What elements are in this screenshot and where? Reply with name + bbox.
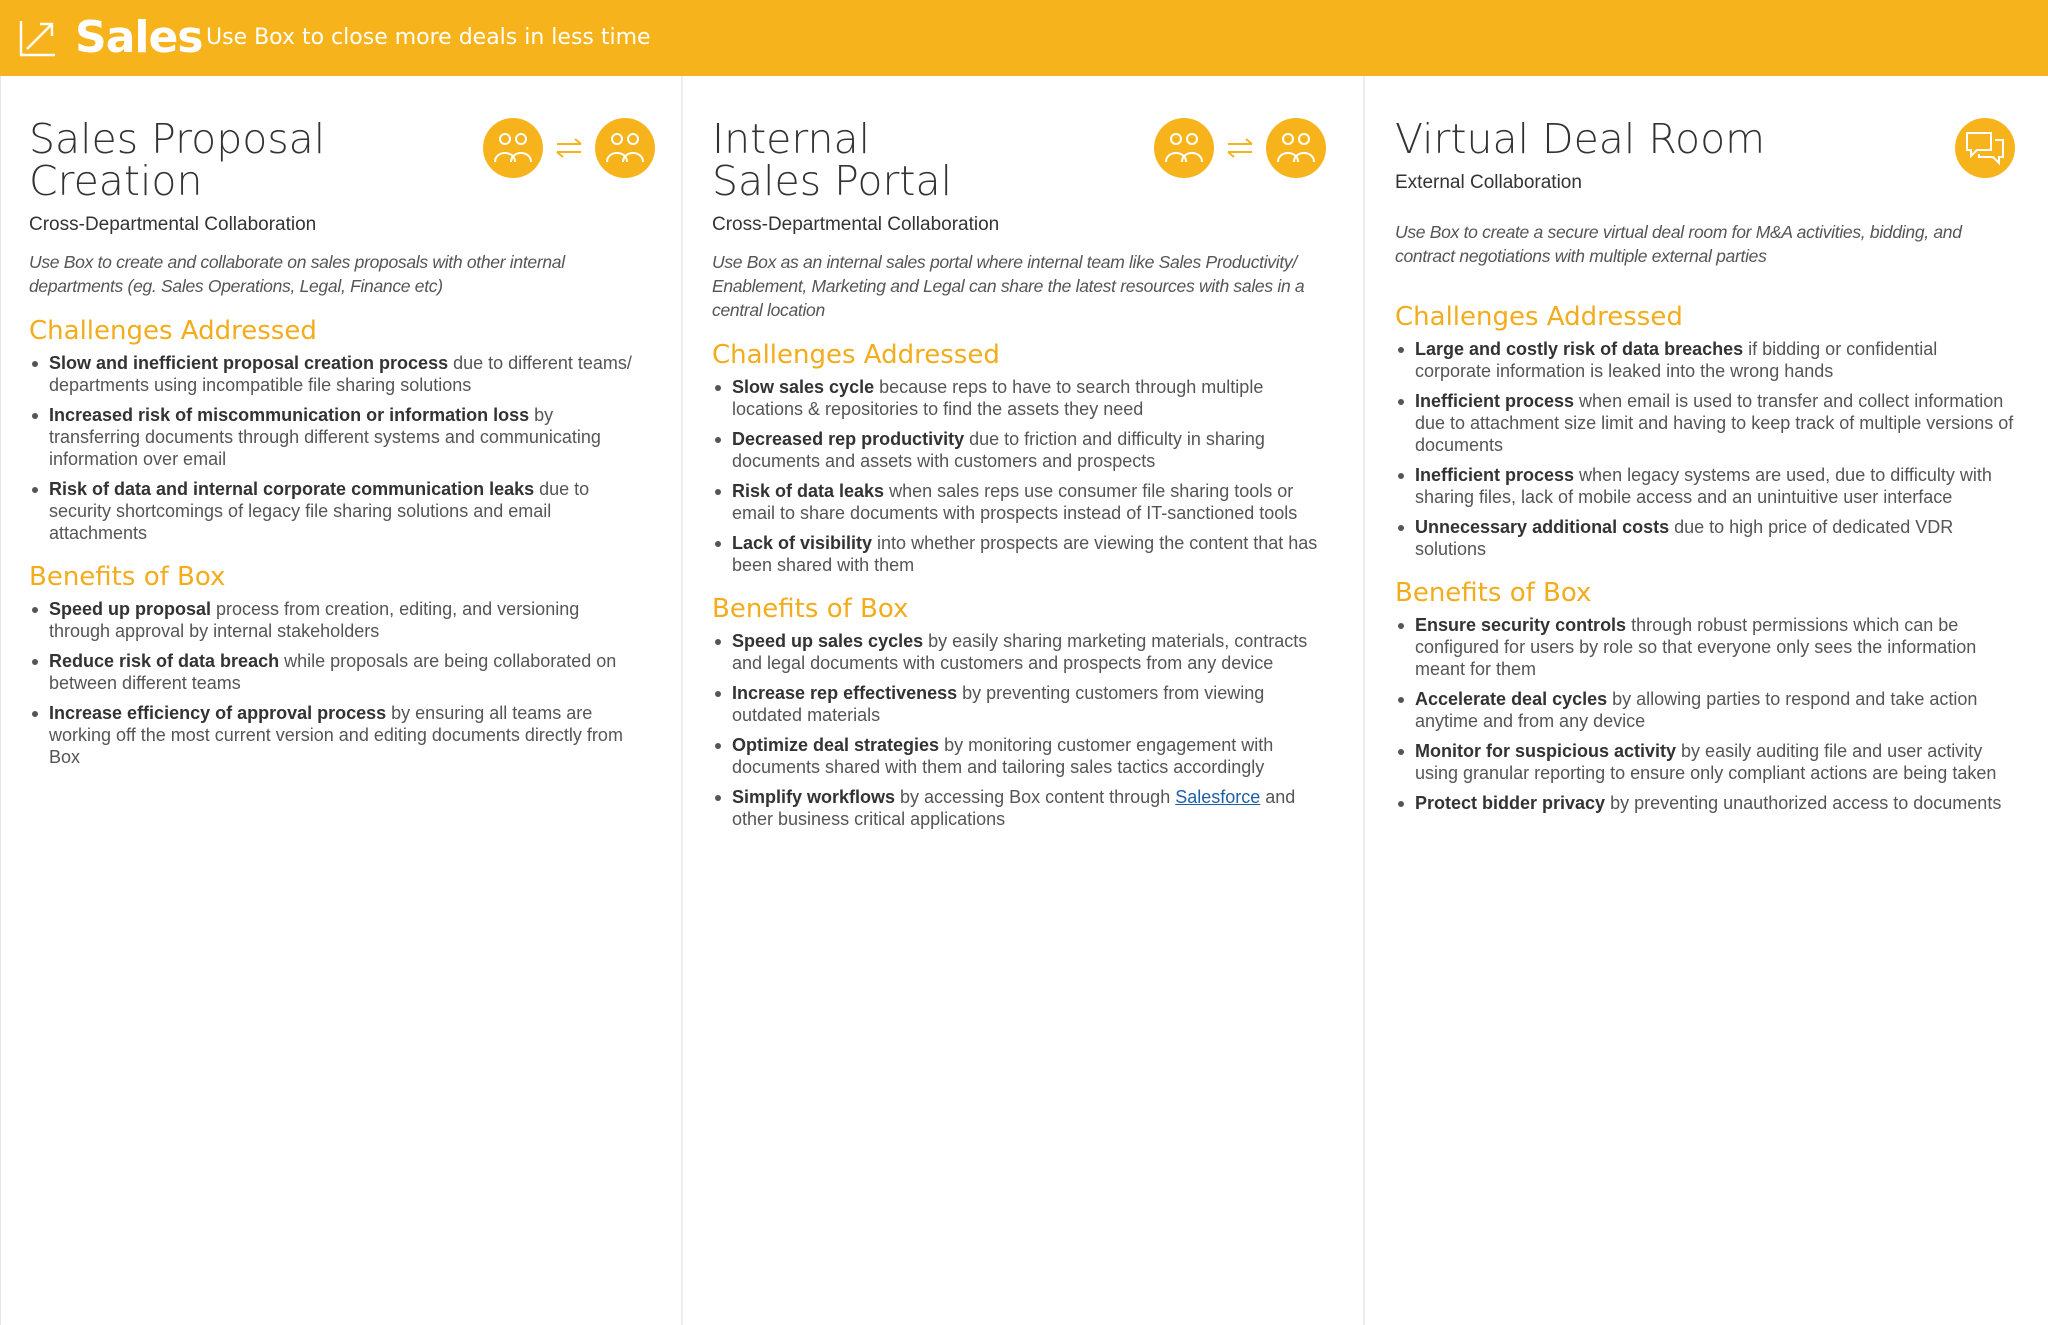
list-item xyxy=(712,682,1324,726)
item-text: and other business critical applications xyxy=(732,787,1296,829)
item-text: process from creation, editing, and versioning through approval by internal stakeholders xyxy=(49,599,580,641)
column-virtual-deal-room xyxy=(1395,76,2015,1325)
item-text: when sales reps use consumer file sharing tools or email to share documents with prospects instead of IT-sanctioned tools xyxy=(732,481,1298,523)
column-title: Sales Proposal Creation xyxy=(29,115,326,205)
page-header xyxy=(0,0,2048,76)
people-icon xyxy=(595,118,655,178)
list-item xyxy=(712,376,1324,420)
collab-icons xyxy=(483,118,655,178)
item-text: by transferring documents through different systems and communicating information over email xyxy=(49,405,601,469)
item-text: by preventing unauthorized access to documents xyxy=(1605,793,2002,813)
item-text: by easily auditing file and user activity using granular reporting to ensure only compliant actions are being taken xyxy=(1415,741,1997,783)
item-text: when legacy systems are used, due to difficulty with sharing files, lack of mobile access and an unintuitive user interface xyxy=(1415,465,1992,507)
benefits-heading: Benefits of Box xyxy=(29,562,226,592)
challenges-heading: Challenges Addressed xyxy=(1395,302,1683,332)
list-item xyxy=(29,478,641,544)
list-item xyxy=(712,786,1324,830)
benefits-heading: Benefits of Box xyxy=(712,594,909,624)
column-description: Use Box to create and collaborate on sales proposals with other internal departments (eg. Sales Operations, Legal, Finance etc) xyxy=(29,252,565,296)
column-description: Use Box as an internal sales portal where internal team like Sales Productivity/ Enablement, Marketing and Legal can share the latest resources with sales in a central location xyxy=(712,252,1305,320)
item-highlight: Ensure security controls xyxy=(1415,615,1627,635)
page-title: Sales xyxy=(75,12,203,63)
item-text: due to high price of dedicated VDR solutions xyxy=(1415,517,1954,559)
list-item xyxy=(1395,464,2015,508)
swap-arrows-icon xyxy=(1225,136,1255,160)
item-highlight: Inefficient process xyxy=(1415,465,1575,485)
page-subtitle: Use Box to close more deals in less time xyxy=(206,25,651,50)
collab-icons xyxy=(1955,118,2015,178)
item-text: while proposals are being collaborated on between different teams xyxy=(49,651,617,693)
benefits-list xyxy=(712,630,1324,830)
item-text: by allowing parties to respond and take action anytime and from any device xyxy=(1415,689,1978,731)
item-highlight: Reduce risk of data breach xyxy=(49,651,280,671)
list-item xyxy=(1395,792,2015,814)
item-text: because reps to have to search through multiple locations & repositories to find the assets they need xyxy=(732,377,1264,419)
list-item xyxy=(1395,390,2015,456)
list-item xyxy=(29,650,641,694)
challenges-list xyxy=(712,376,1324,576)
item-highlight: Accelerate deal cycles xyxy=(1415,689,1608,709)
column-sales-proposal xyxy=(29,76,641,1325)
list-item xyxy=(712,532,1324,576)
list-item xyxy=(712,734,1324,778)
chat-bubbles-icon xyxy=(1955,118,2015,178)
item-highlight: Monitor for suspicious activity xyxy=(1415,741,1677,761)
item-text: when email is used to transfer and collect information due to attachment size limit and having to keep track of multiple versions of documents xyxy=(1415,391,2014,455)
list-item xyxy=(1395,338,2015,382)
list-item xyxy=(1395,740,2015,784)
people-icon xyxy=(1154,118,1214,178)
left-border xyxy=(0,76,1,1325)
item-highlight: Protect bidder privacy xyxy=(1415,793,1606,813)
people-icon xyxy=(1266,118,1326,178)
item-highlight: Decreased rep productivity xyxy=(732,429,965,449)
column-description: Use Box to create a secure virtual deal room for M&A activities, bidding, and contract negotiations with multiple external parties xyxy=(1395,222,1962,266)
list-item xyxy=(29,352,641,396)
column-divider xyxy=(1363,76,1365,1325)
salesforce-link[interactable]: Salesforce xyxy=(1175,787,1261,807)
item-text: by preventing customers from viewing outdated materials xyxy=(732,683,1265,725)
list-item xyxy=(1395,688,2015,732)
column-title: Virtual Deal Room xyxy=(1395,115,1766,163)
item-highlight: Inefficient process xyxy=(1415,391,1575,411)
challenges-heading: Challenges Addressed xyxy=(712,340,1000,370)
list-item xyxy=(1395,516,2015,560)
item-text: due to security shortcomings of legacy file sharing solutions and email attachments xyxy=(49,479,590,543)
list-item xyxy=(712,428,1324,472)
item-highlight: Optimize deal strategies xyxy=(732,735,940,755)
item-highlight: Increased risk of miscommunication or information loss xyxy=(49,405,530,425)
collab-icons xyxy=(1154,118,1326,178)
benefits-list xyxy=(1395,614,2015,814)
item-highlight: Increase rep effectiveness xyxy=(732,683,958,703)
item-highlight: Risk of data and internal corporate communication leaks xyxy=(49,479,535,499)
item-text: if bidding or confidential corporate information is leaked into the wrong hands xyxy=(1415,339,1938,381)
item-highlight: Slow and inefficient proposal creation process xyxy=(49,353,449,373)
item-text: due to friction and difficulty in sharing documents and assets with customers and prospects xyxy=(732,429,1265,471)
item-highlight: Speed up sales cycles xyxy=(732,631,924,651)
item-text: by ensuring all teams are working off the most current version and editing documents directly from Box xyxy=(49,703,623,767)
item-highlight: Lack of visibility xyxy=(732,533,873,553)
item-highlight: Unnecessary additional costs xyxy=(1415,517,1670,537)
swap-arrows-icon xyxy=(554,136,584,160)
list-item xyxy=(29,702,641,768)
item-highlight: Slow sales cycle xyxy=(732,377,875,397)
column-subtitle: Cross-Departmental Collaboration xyxy=(712,214,1000,235)
item-highlight: Speed up proposal xyxy=(49,599,212,619)
challenges-heading: Challenges Addressed xyxy=(29,316,317,346)
item-text: through robust permissions which can be configured for users by role so that everyone only sees the information meant for them xyxy=(1415,615,1977,679)
item-highlight: Risk of data leaks xyxy=(732,481,885,501)
people-icon xyxy=(483,118,543,178)
list-item xyxy=(29,404,641,470)
benefits-list xyxy=(29,598,641,768)
list-item xyxy=(1395,614,2015,680)
item-text: by easily sharing marketing materials, contracts and legal documents with customers and prospects from any device xyxy=(732,631,1308,673)
list-item xyxy=(712,630,1324,674)
column-subtitle: External Collaboration xyxy=(1395,172,1582,193)
challenges-list xyxy=(1395,338,2015,560)
column-internal-sales-portal xyxy=(712,76,1324,1325)
item-highlight: Increase efficiency of approval process xyxy=(49,703,387,723)
item-highlight: Simplify workflows xyxy=(732,787,896,807)
item-highlight: Large and costly risk of data breaches xyxy=(1415,339,1744,359)
trend-arrow-icon xyxy=(18,18,58,58)
column-divider xyxy=(681,76,683,1325)
list-item xyxy=(29,598,641,642)
item-text: by accessing Box content through xyxy=(895,787,1176,807)
item-text: by monitoring customer engagement with documents shared with them and tailoring sales tactics accordingly xyxy=(732,735,1274,777)
list-item xyxy=(712,480,1324,524)
column-title: Internal Sales Portal xyxy=(712,115,952,205)
column-subtitle: Cross-Departmental Collaboration xyxy=(29,214,317,235)
item-text: due to different teams/ departments using incompatible file sharing solutions xyxy=(49,353,632,395)
item-text: into whether prospects are viewing the content that has been shared with them xyxy=(732,533,1318,575)
benefits-heading: Benefits of Box xyxy=(1395,578,1592,608)
challenges-list xyxy=(29,352,641,544)
